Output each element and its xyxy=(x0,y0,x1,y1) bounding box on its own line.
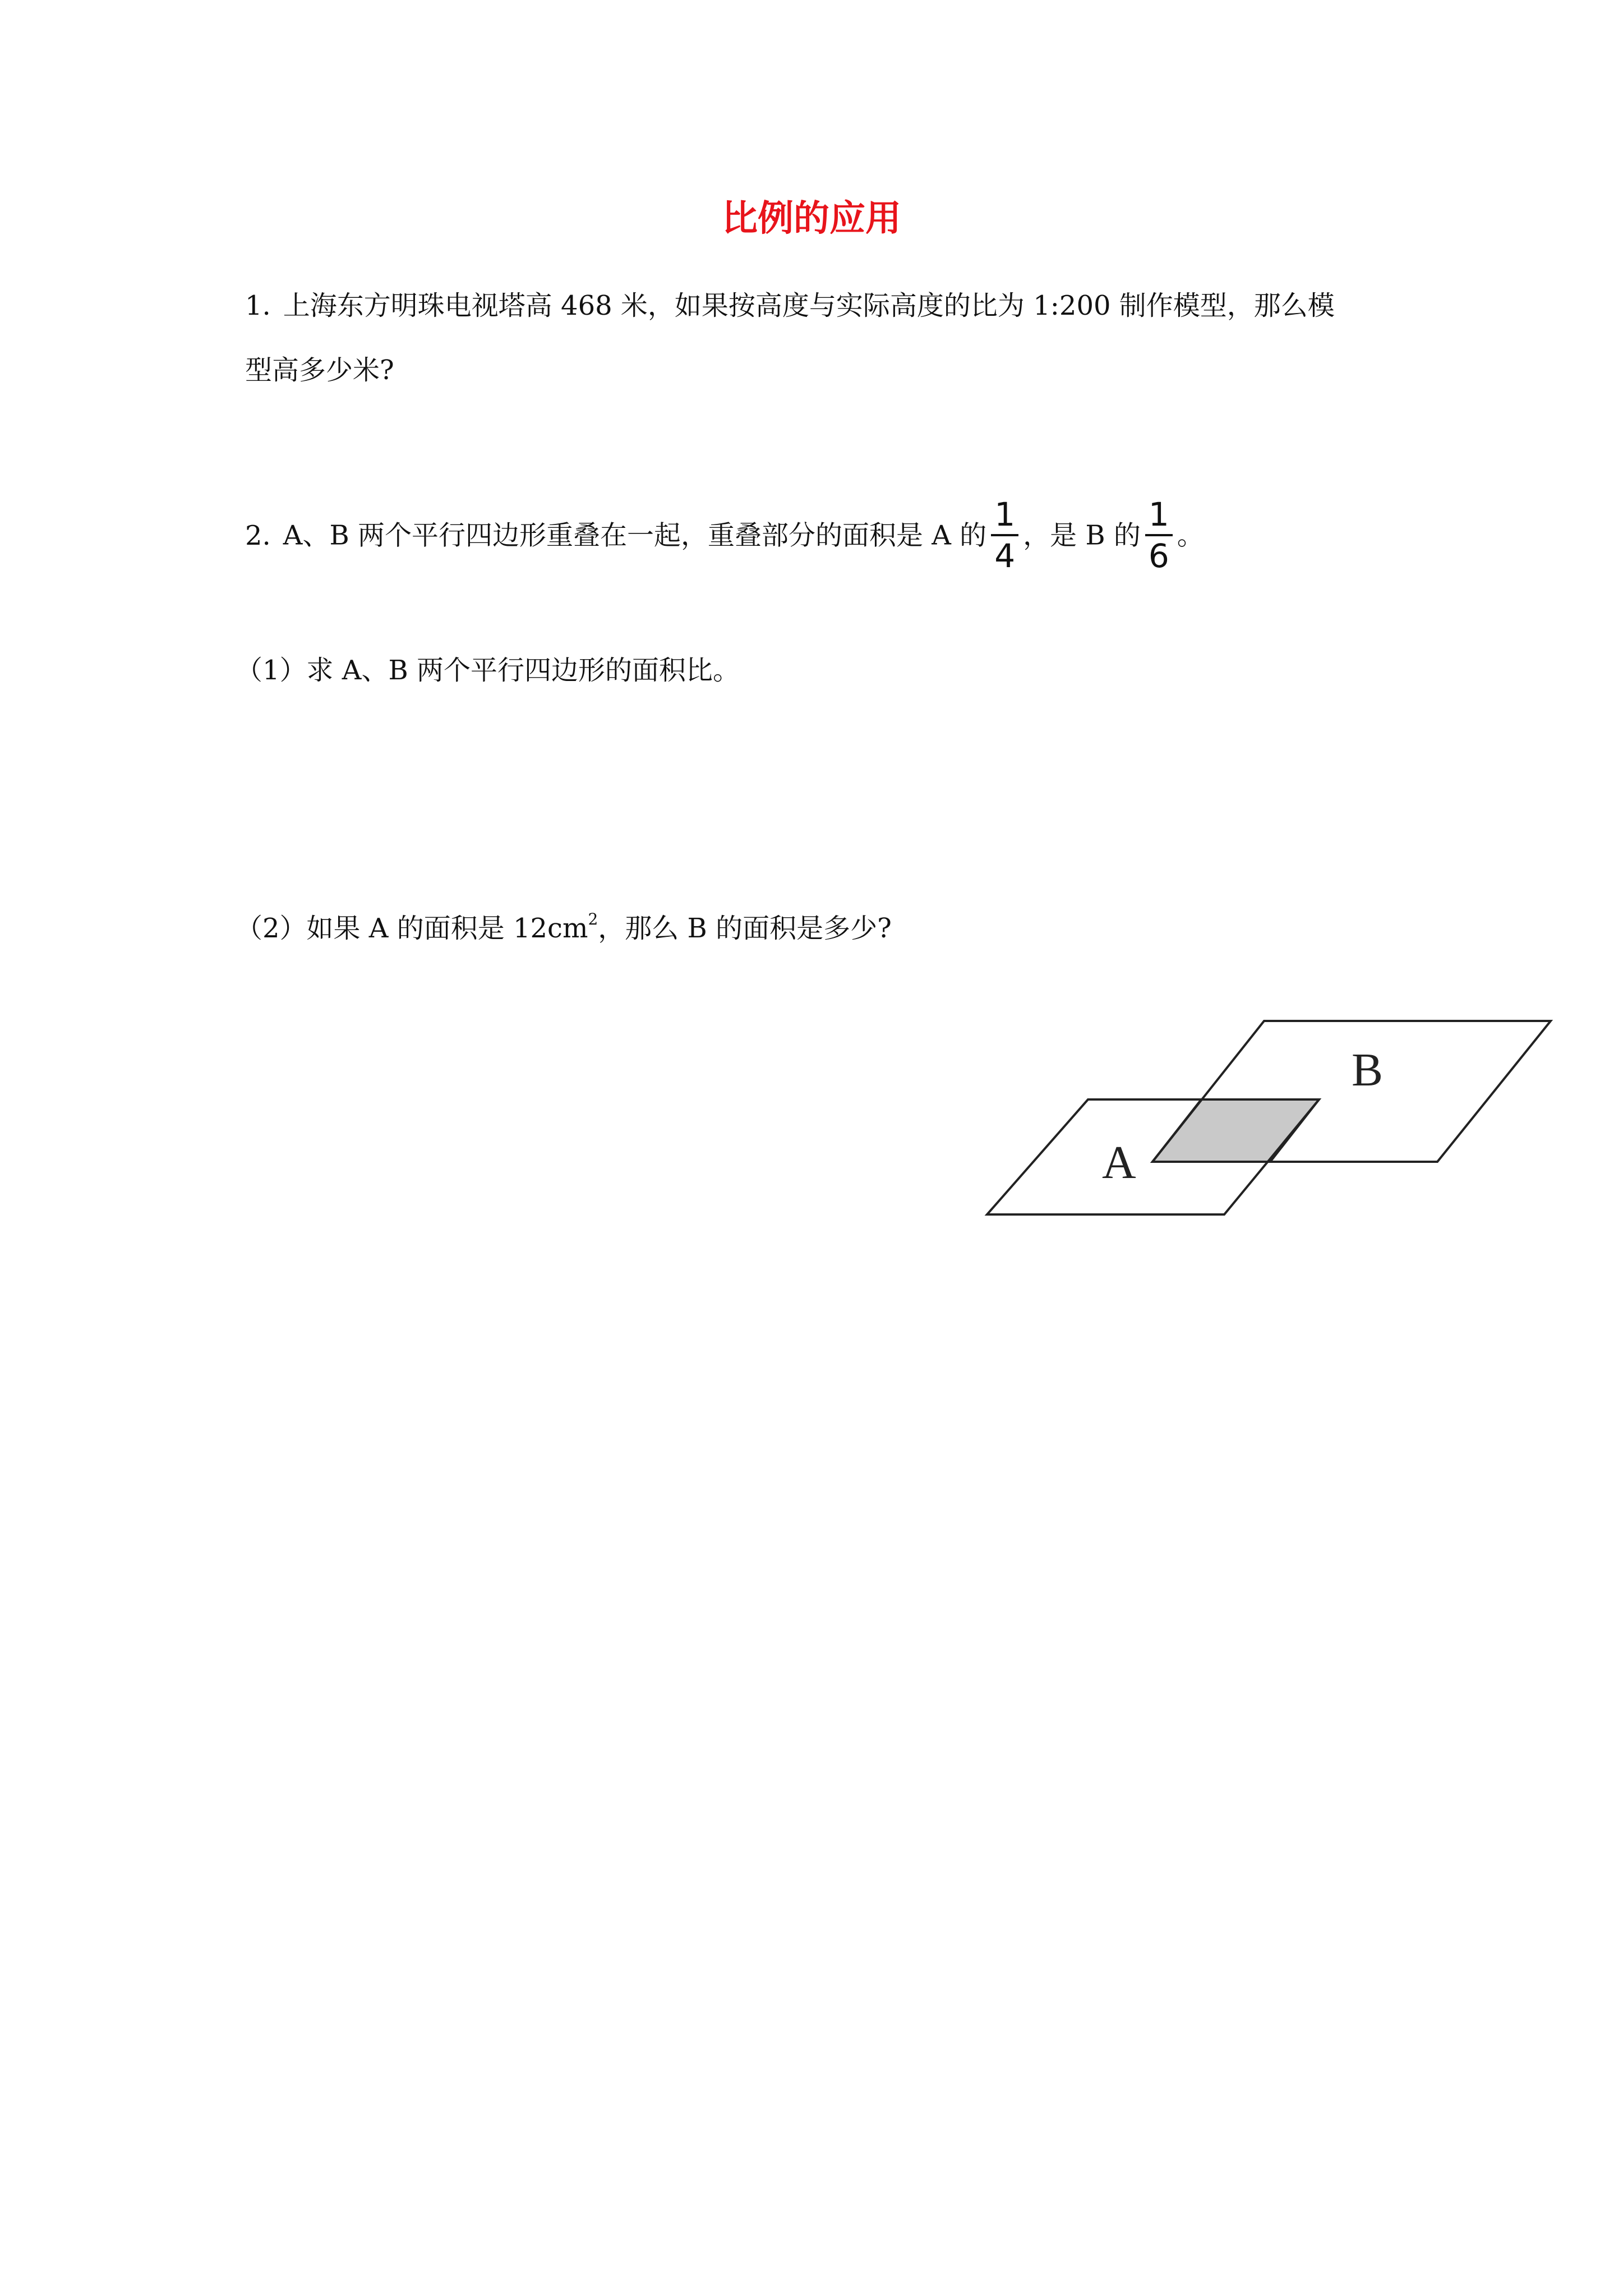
question-2 xyxy=(245,495,1204,576)
question-2-number: 2. xyxy=(245,519,271,551)
question-1-text-line-1: 上海东方明珠电视塔高 468 米，如果按高度与实际高度的比为 1:200 制作模型，那么模 xyxy=(283,290,1335,321)
question-1-line-1 xyxy=(245,286,1335,325)
sub-question-2 xyxy=(236,909,892,948)
question-2-text-middle: ，是 B 的 xyxy=(1023,519,1141,551)
fraction-b-numerator: 1 xyxy=(1145,497,1173,536)
question-2-text-after: 。 xyxy=(1177,519,1204,551)
fraction-a-numerator: 1 xyxy=(991,497,1018,536)
page-title: 比例的应用 xyxy=(722,198,901,240)
fraction-one-quarter xyxy=(991,497,1018,573)
question-2-text-before: A、B 两个平行四边形重叠在一起，重叠部分的面积是 A 的 xyxy=(283,519,987,551)
label-b: B xyxy=(1352,1044,1384,1096)
question-1-line-2: 型高多少米? xyxy=(245,355,394,386)
parallelogram-figure xyxy=(976,1007,1565,1220)
fraction-b-denominator: 6 xyxy=(1148,537,1169,575)
label-a: A xyxy=(1102,1137,1136,1189)
fraction-a-denominator: 4 xyxy=(994,537,1016,575)
fraction-one-sixth xyxy=(1145,497,1173,573)
sub-question-1: （1）求 A、B 两个平行四边形的面积比。 xyxy=(236,655,740,686)
question-1-number: 1. xyxy=(245,290,271,321)
superscript-2: 2 xyxy=(588,910,598,928)
sub-question-2-text-after: ，那么 B 的面积是多少? xyxy=(598,913,892,944)
sub-question-2-text-before: （2）如果 A 的面积是 12cm xyxy=(236,913,588,944)
